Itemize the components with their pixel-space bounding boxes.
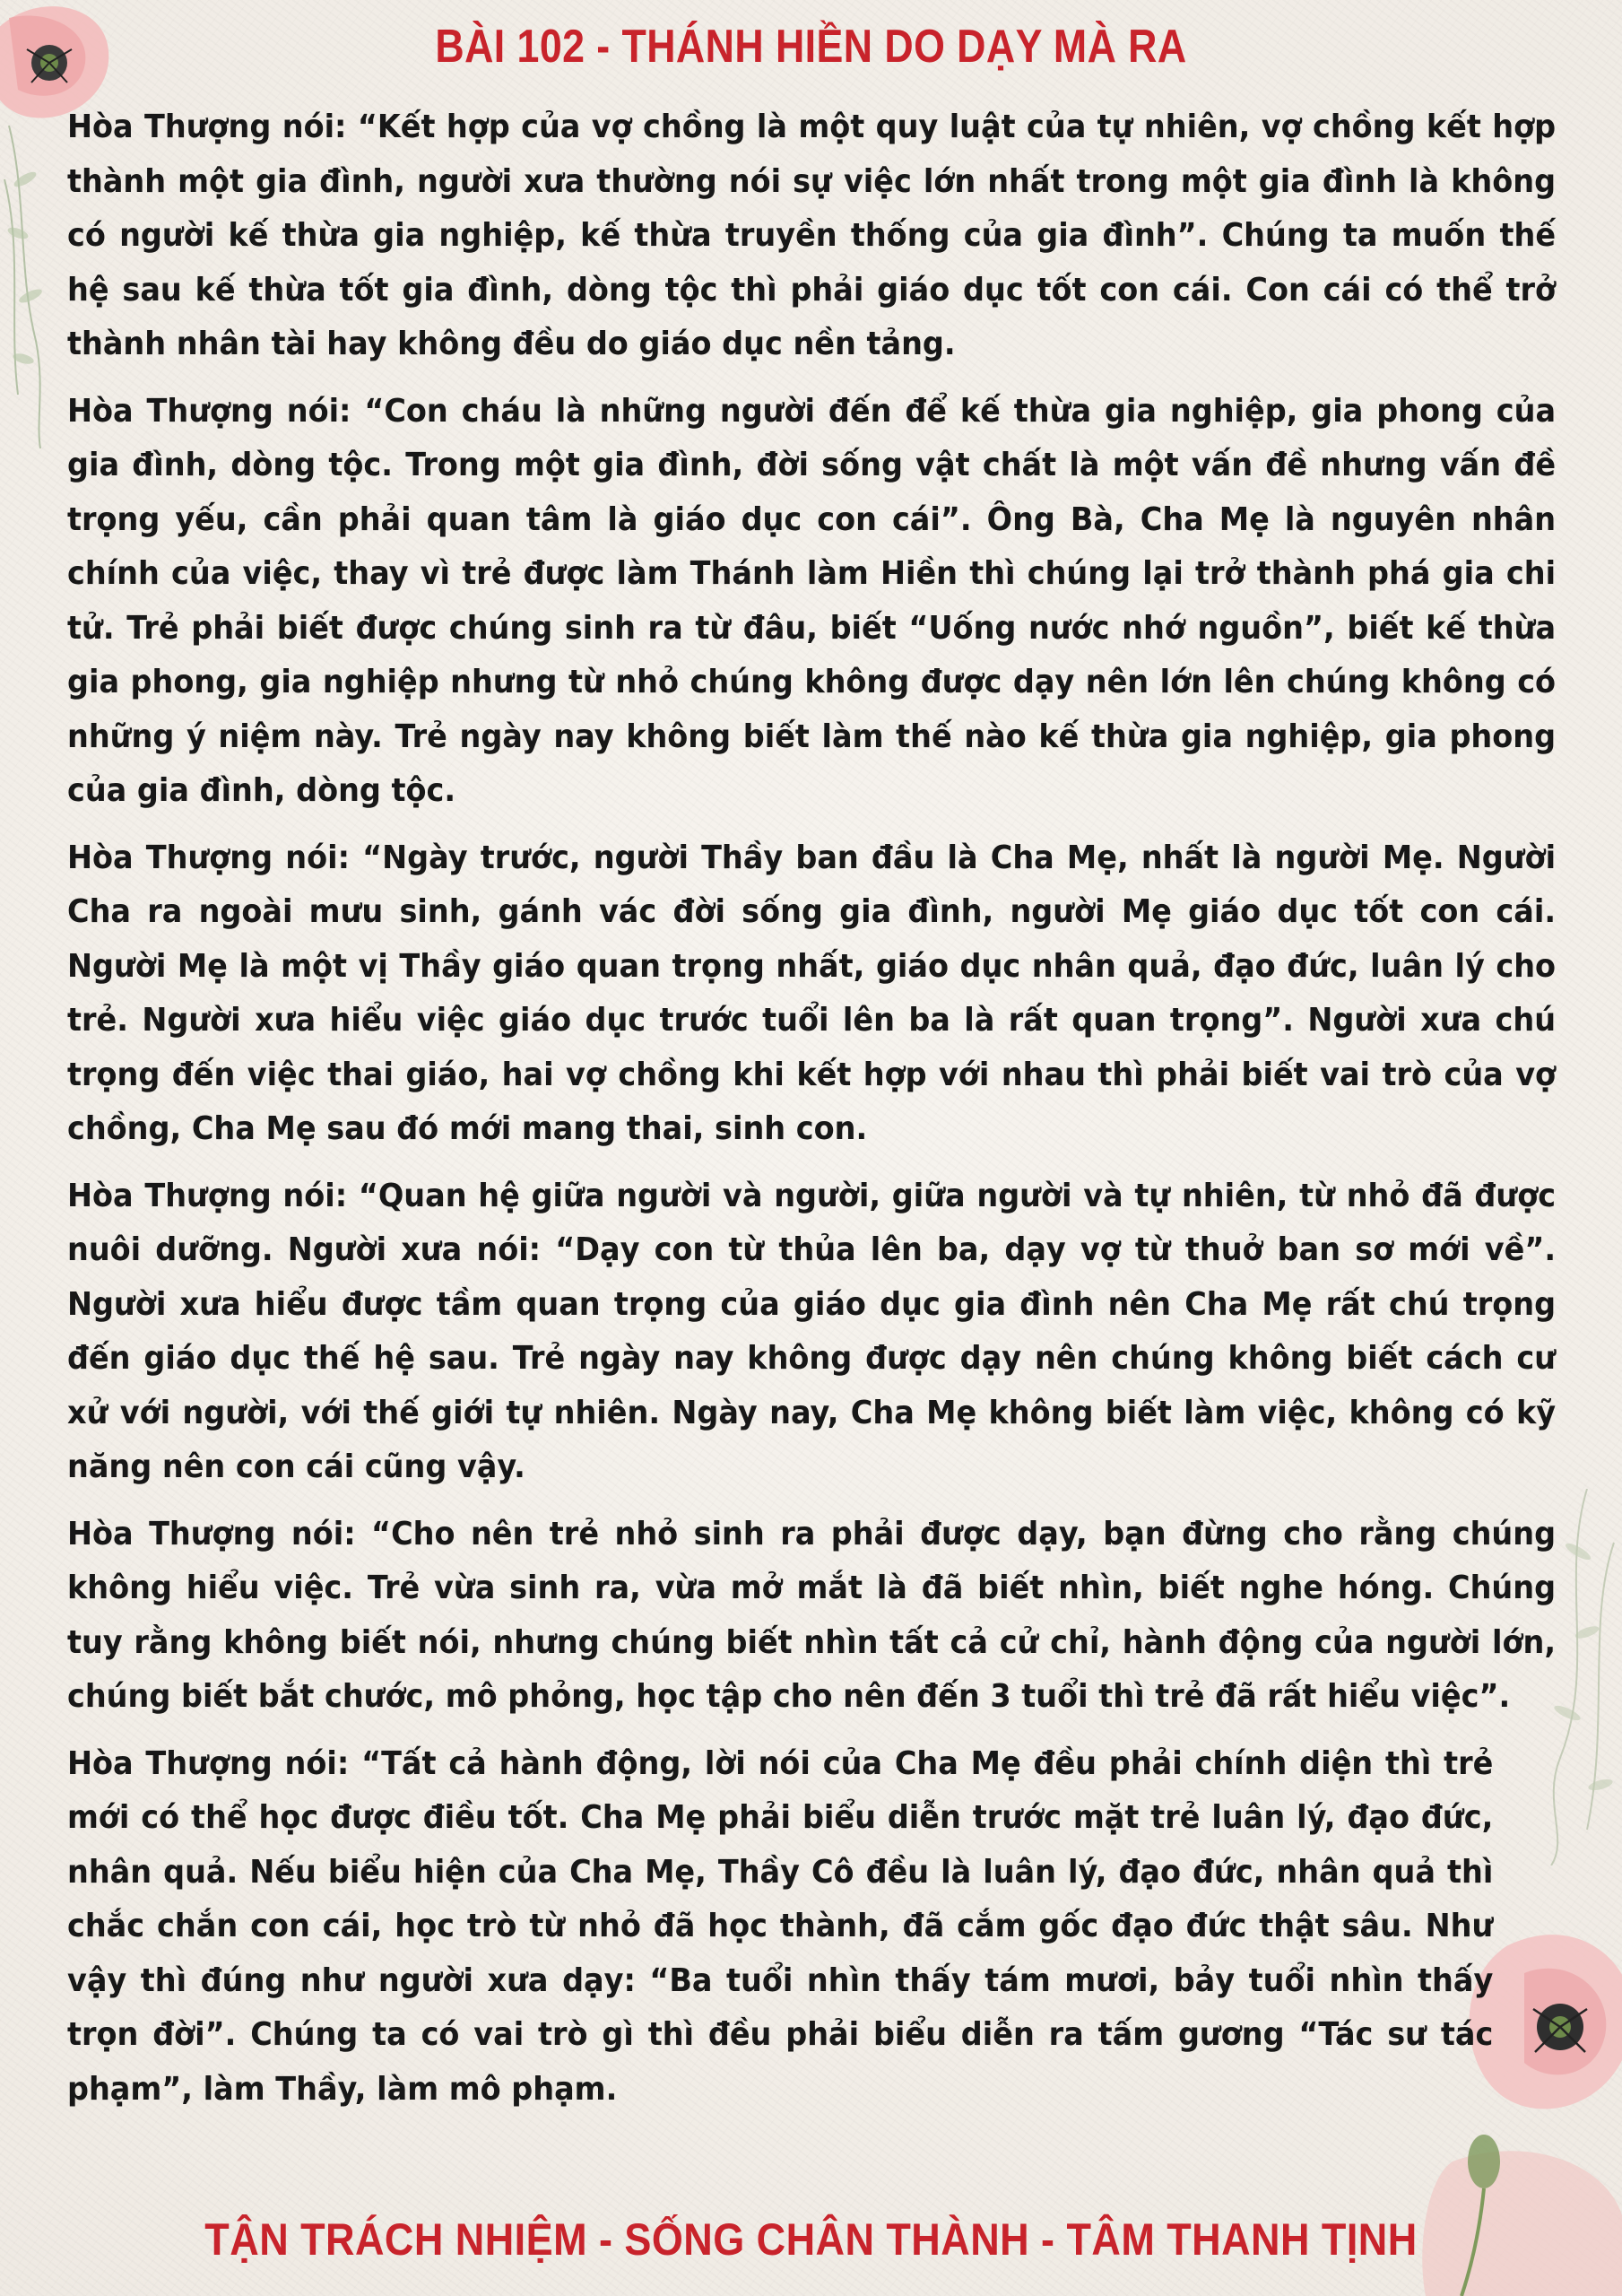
paragraph-1: Hòa Thượng nói: “Kết hợp của vợ chồng là một quy luật của tự nhiên, vợ chồng kết hợp thành một gia đình, người xưa thường nói sự việc lớn nhất trong một gia đình là không có người kế thừa gia nghiệp, kế thừa truyền thống của gia đình”. Chúng ta muốn thế hệ sau kế thừa tốt gia đình, dòng tộc thì phải giáo dục tốt con cái. Con cái có thể trở thành nhân tài hay không đều do giáo dục nền tảng. (67, 109, 1557, 362)
footer-slogan: TẬN TRÁCH NHIỆM - SỐNG CHÂN THÀNH - TÂM THANH TỊNH (204, 2214, 1418, 2265)
article-body (67, 100, 1556, 2129)
paragraph-6: Hòa Thượng nói: “Tất cả hành động, lời nói của Cha Mẹ đều phải chính diện thì trẻ mới có thể học được điều tốt. Cha Mẹ phải biểu diễn trước mặt trẻ luân lý, đạo đức, nhân quả. Nếu biểu hiện của Cha Mẹ, Thầy Cô đều là luân lý, đạo đức, nhân quả thì chắc chắn con cái, học trò từ nhỏ đã học thành, đã cắm gốc đạo đức thật sâu. Như vậy thì đúng như người xưa dạy: “Ba tuổi nhìn thấy tám mươi, bảy tuổi nhìn thấy trọn đời”. Chúng ta có vai trò gì thì đều phải biểu diễn ra tấm gương “Tác sư tác phạm”, làm Thầy, làm mô phạm. (67, 1744, 1494, 2108)
paragraph-4: Hòa Thượng nói: “Quan hệ giữa người và người, giữa người và tự nhiên, từ nhỏ đã được nuôi dưỡng. Người xưa nói: “Dạy con từ thủa lên ba, dạy vợ từ thuở ban sơ mới về”. Người xưa hiểu được tầm quan trọng của giáo dục gia đình nên Cha Mẹ rất chú trọng đến giáo dục thế hệ sau. Trẻ ngày nay không được dạy nên chúng không biết cách cư xử với người, với thế giới tự nhiên. Ngày nay, Cha Mẹ không biết làm việc, không có kỹ năng nên con cái cũng vậy. (67, 1177, 1557, 1485)
paragraph-3: Hòa Thượng nói: “Ngày trước, người Thầy ban đầu là Cha Mẹ, nhất là người Mẹ. Người Cha ra ngoài mưu sinh, gánh vác đời sống gia đình, người Mẹ giáo dục tốt con cái. Người Mẹ là một vị Thầy giáo quan trọng nhất, giáo dục nhân quả, đạo đức, luân lý cho trẻ. Người xưa hiểu việc giáo dục trước tuổi lên ba là rất quan trọng”. Người xưa chú trọng đến việc thai giáo, hai vợ chồng khi kết hợp với nhau thì phải biết vai trò của vợ chồng, Cha Mẹ sau đó mới mang thai, sinh con. (67, 839, 1557, 1147)
paragraph-5: Hòa Thượng nói: “Cho nên trẻ nhỏ sinh ra phải được dạy, bạn đừng cho rằng chúng không hiểu việc. Trẻ vừa sinh ra, vừa mở mắt là đã biết nhìn, biết nghe hóng. Chúng tuy rằng không biết nói, nhưng chúng biết nhìn tất cả cử chỉ, hành động của người lớn, chúng biết bắt chước, mô phỏng, học tập cho nên đến 3 tuổi thì trẻ đã rất hiểu việc”. (67, 1515, 1557, 1715)
leaf-sprigs-left-icon (0, 126, 72, 448)
page-title: BÀI 102 - THÁNH HIỀN DO DẠY MÀ RA (435, 21, 1187, 73)
paragraph-2: Hòa Thượng nói: “Con cháu là những người đến để kế thừa gia nghiệp, gia phong của gia đình, dòng tộc. Trong một gia đình, đời sống vật chất là một vấn đề nhưng vấn đề trọng yếu, cần phải quan tâm là giáo dục con cái”. Ông Bà, Cha Mẹ là nguyên nhân chính của việc, thay vì trẻ được làm Thánh làm Hiền thì chúng lại trở thành phá gia chi tử. Trẻ phải biết được chúng sinh ra từ đâu, biết “Uống nước nhớ nguồn”, biết kế thừa gia phong, gia nghiệp nhưng từ nhỏ chúng không được dạy nên lớn lên chúng không có những ý niệm này. Trẻ ngày nay không biết làm thế nào kế thừa gia nghiệp, gia phong của gia đình, dòng tộc. (67, 392, 1557, 809)
